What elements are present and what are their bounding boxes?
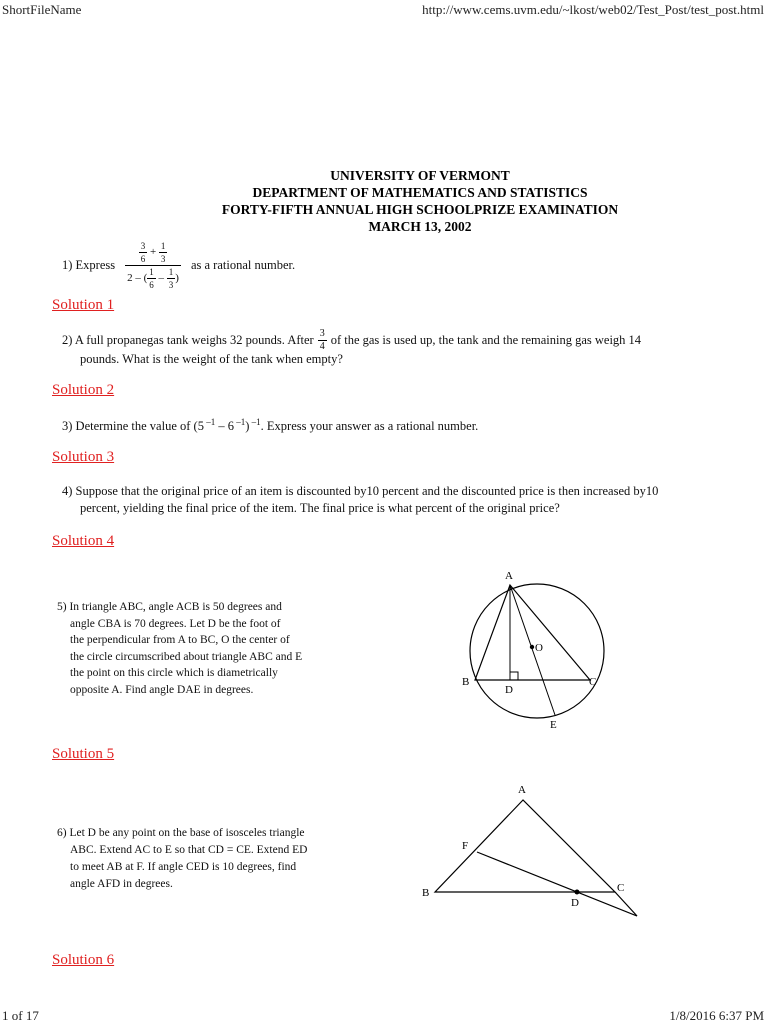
center-point-o [530, 645, 534, 649]
question-1 [62, 240, 296, 290]
solution-5-link[interactable]: Solution 5 [52, 746, 115, 762]
question-4-line-1: 4) Suppose that the original price of an item is discounted by10 percent and the discounted price is then increased by10 [62, 484, 659, 498]
extension-ce [615, 892, 637, 916]
title-line-2: DEPARTMENT OF MATHEMATICS AND STATISTICS [252, 185, 588, 200]
label-d: D [571, 897, 579, 909]
question-4-line-2: percent, yielding the final price of the item. The final price is what percent of the original price? [80, 501, 560, 515]
q2-fraction: $\frac{3}{4}$ [319, 327, 325, 352]
solution-6-link[interactable]: Solution 6 [52, 952, 115, 968]
footer-page-count: 1 of 17 [2, 1008, 39, 1023]
question-6: 6) Let D be any point on the base of isosceles triangle ABC. Extend AC to E so that CD = CE. Extend ED to meet AB at F. If angle CED is 10 degrees, find angle AFD in degrees. [57, 827, 308, 890]
title-line-4: MARCH 13, 2002 [368, 219, 472, 234]
question-2-line-2: pounds. What is the weight of the tank when empty? [80, 352, 343, 366]
q6-triangle-diagram [415, 780, 650, 920]
label-a: A [505, 570, 513, 582]
label-e: E [550, 719, 557, 731]
point-d [575, 890, 580, 895]
header-url: http://www.cems.uvm.edu/~lkost/web02/Test_Post/test_post.html [422, 2, 764, 17]
question-3: 3) Determine the value of (5 $^{-1}$ – 6 $^{-1}$) $^{-1}$. Express your answer as a rational number. [62, 417, 479, 434]
title-line-3: FORTY-FIFTH ANNUAL HIGH SCHOOLPRIZE EXAMINATION [221, 202, 619, 217]
question-2-line-1: 2) A full propanegas tank weighs 32 pounds. After $\frac{3}{4}$ of the gas is used up, the tank and the remaining gas weigh 14 [62, 327, 642, 352]
label-d: D [505, 684, 513, 696]
label-o: O [535, 642, 543, 654]
q5-circle-diagram [455, 565, 625, 735]
solution-4-link[interactable]: Solution 4 [52, 533, 115, 549]
diameter-ae [510, 585, 555, 715]
q1-fraction: $\frac{3}{6}$ + $\frac{1}{3}$ 2 – ( $\frac{1}{6}$ – $\frac{1}{3}$ ) [127, 240, 179, 290]
label-c: C [617, 882, 625, 894]
line-fe [477, 852, 637, 916]
solution-3-link[interactable]: Solution 3 [52, 449, 115, 465]
footer-timestamp: 1/8/2016 6:37 PM [669, 1008, 764, 1023]
q1-suffix: as a rational number. [190, 257, 296, 272]
right-angle-mark [510, 672, 518, 680]
header-left: ShortFileName [2, 2, 82, 17]
triangle-abc [475, 585, 590, 680]
label-b: B [462, 676, 470, 688]
q1-prefix: 1) Express [62, 257, 116, 272]
label-b: B [422, 887, 430, 899]
label-a: A [518, 784, 526, 796]
solution-2-link[interactable]: Solution 2 [52, 382, 115, 398]
title-line-1: UNIVERSITY OF VERMONT [330, 168, 510, 183]
question-5: 5) In triangle ABC, angle ACB is 50 degrees and angle CBA is 70 degrees. Let D be the foot of the perpendicular from A to BC, O the center of the circle circumscribed about triangle ABC and E the point on this circle which is diametrically opposite A. Find angle DAE in degrees. [57, 601, 303, 696]
label-f: F [462, 840, 469, 852]
solution-1-link[interactable]: Solution 1 [52, 297, 115, 313]
label-c: C [589, 676, 597, 688]
